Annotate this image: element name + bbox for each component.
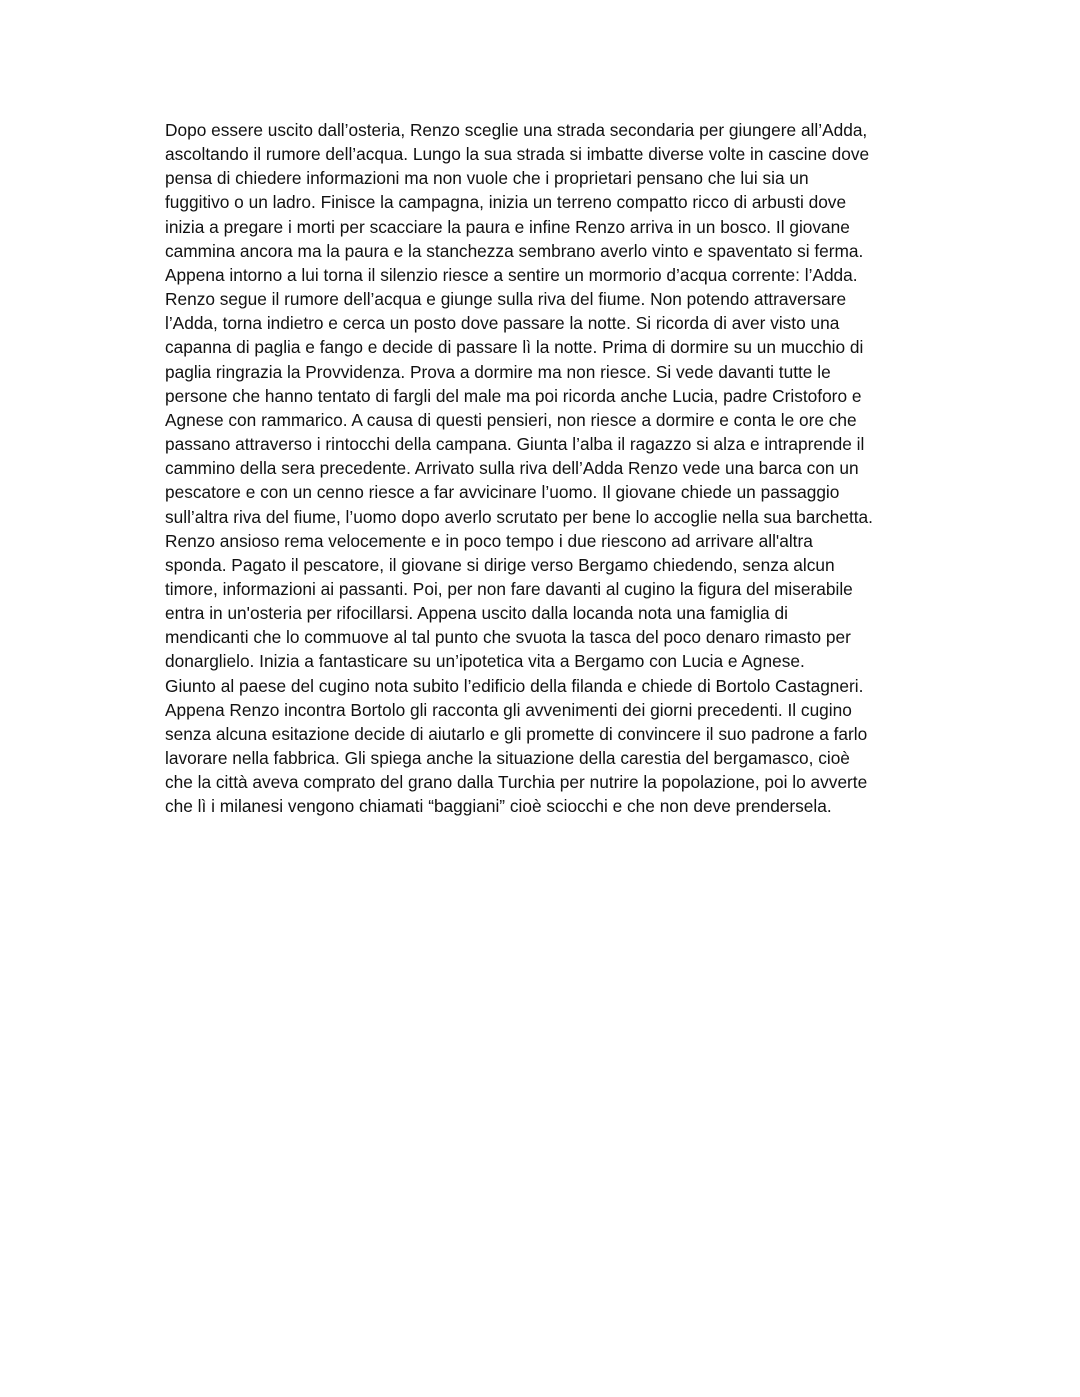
paragraph-line: timore, informazioni ai passanti. Poi, per non fare davanti al cugino la figura del miserabile [165, 578, 853, 599]
paragraph-line: che lì i milanesi vengono chiamati “baggiani” cioè sciocchi e che non deve prendersela. [165, 796, 832, 817]
paragraph-line: cammina ancora ma la paura e la stanchezza sembrano averlo vinto e spaventato si ferma. [165, 240, 864, 261]
paragraph-line: fuggitivo o un ladro. Finisce la campagna, inizia un terreno compatto ricco di arbusti dove [165, 192, 847, 213]
paragraph-line: sull’altra riva del fiume, l’uomo dopo averlo scrutato per bene lo accoglie nella sua barchetta. [165, 506, 873, 527]
paragraph-line: entra in un'osteria per rifocillarsi. Appena uscito dalla locanda nota una famiglia di [165, 603, 788, 624]
paragraph-line: che la città aveva comprato del grano dalla Turchia per nutrire la popolazione, poi lo avverte [165, 772, 868, 793]
paragraph-line: Dopo essere uscito dall’osteria, Renzo sceglie una strada secondaria per giungere all’Adda, [165, 120, 868, 140]
paragraph-line: cammino della sera precedente. Arrivato sulla riva dell’Adda Renzo vede una barca con un [165, 458, 859, 479]
paragraph-line: pensa di chiedere informazioni ma non vuole che i proprietari pensano che lui sia un [165, 168, 809, 189]
paragraph-line: sponda. Pagato il pescatore, il giovane si dirige verso Bergamo chiedendo, senza alcun [165, 554, 835, 575]
paragraph-line: l’Adda, torna indietro e cerca un posto dove passare la notte. Si ricorda di aver visto una [165, 313, 840, 334]
paragraph-line: mendicanti che lo commuove al tal punto che svuota la tasca del poco denaro rimasto per [165, 627, 851, 648]
paragraph-line: Renzo ansioso rema velocemente e in poco tempo i due riescono ad arrivare all'altra [165, 530, 813, 551]
paragraph-line: capanna di paglia e fango e decide di passare lì la notte. Prima di dormire su un mucchio di [165, 337, 864, 358]
paragraph-line: passano attraverso i rintocchi della campana. Giunta l’alba il ragazzo si alza e intraprende il [165, 434, 865, 455]
paragraph-line: Renzo segue il rumore dell’acqua e giunge sulla riva del fiume. Non potendo attraversare [165, 289, 847, 310]
paragraph-line: ascoltando il rumore dell’acqua. Lungo la sua strada si imbatte diverse volte in cascine dove [165, 144, 870, 165]
body-paragraph [165, 118, 925, 819]
paragraph-line: Appena intorno a lui torna il silenzio riesce a sentire un mormorio d’acqua corrente: l’Adda. [165, 264, 858, 285]
paragraph-line: persone che hanno tentato di fargli del male ma poi ricorda anche Lucia, padre Cristoforo e [165, 385, 862, 406]
paragraph-line: Giunto al paese del cugino nota subito l’edificio della filanda e chiede di Bortolo Castagneri. [165, 675, 864, 696]
paragraph-line: Agnese con rammarico. A causa di questi pensieri, non riesce a dormire e conta le ore che [165, 409, 857, 430]
paragraph-line: inizia a pregare i morti per scacciare la paura e infine Renzo arriva in un bosco. Il giovane [165, 216, 850, 237]
paragraph-line: Appena Renzo incontra Bortolo gli racconta gli avvenimenti dei giorni precedenti. Il cugino [165, 699, 852, 720]
paragraph-line: lavorare nella fabbrica. Gli spiega anche la situazione della carestia del bergamasco, cioè [165, 748, 850, 769]
paragraph-line: pescatore e con un cenno riesce a far avvicinare l’uomo. Il giovane chiede un passaggio [165, 482, 840, 503]
paragraph-line: paglia ringrazia la Provvidenza. Prova a dormire ma non riesce. Si vede davanti tutte le [165, 361, 831, 382]
paragraph-line: donarglielo. Inizia a fantasticare su un’ipotetica vita a Bergamo con Lucia e Agnese. [165, 651, 805, 672]
paragraph-line: senza alcuna esitazione decide di aiutarlo e gli promette di convincere il suo padrone a farlo [165, 723, 868, 744]
